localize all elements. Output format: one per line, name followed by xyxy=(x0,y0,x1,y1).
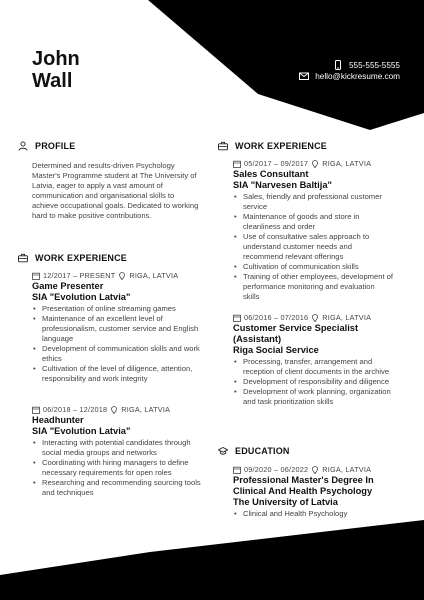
job-entry xyxy=(233,159,393,302)
last-name: Wall xyxy=(32,70,73,92)
education-school: The University of Latvia xyxy=(233,497,338,507)
person-icon xyxy=(18,141,28,151)
work-experience-heading-left xyxy=(18,253,127,263)
job-meta xyxy=(233,313,393,323)
email-icon xyxy=(299,71,309,81)
graduation-cap-icon xyxy=(218,446,228,456)
bullet-item: • Cultivation of the level of diligence, attention, responsibility and work integrity xyxy=(32,364,202,384)
education-meta xyxy=(233,465,393,475)
job-location: RIGA, LATVIA xyxy=(322,159,372,168)
job-role: Sales Consultant xyxy=(233,169,309,179)
work-experience-title-right: WORK EXPERIENCE xyxy=(235,141,328,151)
job-dates: 06/2016 – 07/2016 xyxy=(244,313,309,322)
location-pin-icon xyxy=(118,272,126,280)
calendar-icon xyxy=(233,314,241,322)
calendar-icon xyxy=(233,466,241,474)
job-company: SIA "Evolution Latvia" xyxy=(32,426,131,436)
bullet-item: • Clinical and Health Psychology xyxy=(233,509,393,519)
bullet-item: • Researching and recommending sourcing tools and techniques xyxy=(32,478,202,498)
profile-heading xyxy=(18,141,75,151)
education-dates: 09/2020 – 06/2022 xyxy=(244,465,309,474)
profile-title: PROFILE xyxy=(35,141,76,151)
job-company: Riga Social Service xyxy=(233,345,319,355)
job-bullets xyxy=(32,304,202,384)
phone-icon xyxy=(333,60,343,70)
job-company: SIA "Evolution Latvia" xyxy=(32,292,131,302)
education-entry xyxy=(233,465,393,519)
job-location: RIGA, LATVIA xyxy=(322,313,372,322)
job-entry xyxy=(233,313,393,407)
job-company: SIA "Narvesen Baltija" xyxy=(233,180,332,190)
bullet-item: • Cultivation of communication skills xyxy=(233,262,393,272)
work-experience-title-left: WORK EXPERIENCE xyxy=(35,253,128,263)
job-location: RIGA, LATVIA xyxy=(121,405,171,414)
education-title: EDUCATION xyxy=(235,446,290,456)
calendar-icon xyxy=(32,406,40,414)
bullet-item: • Interacting with potential candidates through social media groups and networks xyxy=(32,438,202,458)
email-contact xyxy=(299,71,400,81)
location-pin-icon xyxy=(110,406,118,414)
job-dates: 12/2017 – PRESENT xyxy=(43,271,116,280)
job-meta xyxy=(233,159,393,169)
job-entry xyxy=(32,271,202,384)
job-dates: 05/2017 – 09/2017 xyxy=(244,159,309,168)
bullet-item: • Development of communication skills and work ethics xyxy=(32,344,202,364)
bullet-item: • Coordinating with hiring managers to define necessary requirements for open roles xyxy=(32,458,202,478)
location-pin-icon xyxy=(311,466,319,474)
bullet-item: • Maintenance of an excellent level of professionalism, customer service and English language xyxy=(32,314,202,344)
location-pin-icon xyxy=(311,160,319,168)
bullet-item: • Processing, transfer, arrangement and reception of client documents in the archive xyxy=(233,357,393,377)
work-experience-heading-right xyxy=(218,141,327,151)
education-bullets xyxy=(233,509,393,519)
job-meta xyxy=(32,405,202,415)
education-location: RIGA, LATVIA xyxy=(322,465,372,474)
job-role: Game Presenter xyxy=(32,281,104,291)
bullet-item: • Development of responsibility and diligence xyxy=(233,377,393,387)
calendar-icon xyxy=(32,272,40,280)
job-role: Headhunter xyxy=(32,415,84,425)
job-bullets xyxy=(32,438,202,498)
bullet-item: • Development of work planning, organization and task prioritization skills xyxy=(233,387,393,407)
job-location: RIGA, LATVIA xyxy=(129,271,179,280)
phone-number: 555-555-5555 xyxy=(349,60,400,70)
job-role: Customer Service Specialist (Assistant) xyxy=(233,323,359,344)
bullet-item: • Use of consultative sales approach to understand customer needs and recommend relevant offerings xyxy=(233,232,393,262)
job-dates: 06/2018 – 12/2018 xyxy=(43,405,108,414)
job-entry xyxy=(32,405,202,498)
bullet-item: • Training of other employees, development of performance monitoring and evaluation skills xyxy=(233,272,393,302)
phone-contact xyxy=(333,60,400,70)
briefcase-icon xyxy=(18,253,28,263)
email-address[interactable]: hello@kickresume.com xyxy=(315,71,400,81)
job-meta xyxy=(32,271,202,281)
briefcase-icon xyxy=(218,141,228,151)
job-bullets xyxy=(233,192,393,302)
candidate-name xyxy=(32,48,80,92)
bullet-item: • Sales, friendly and professional customer service xyxy=(233,192,393,212)
education-heading xyxy=(218,446,290,456)
location-pin-icon xyxy=(311,314,319,322)
education-degree: Professional Master's Degree In Clinical And Health Psychology xyxy=(233,475,374,496)
bullet-item: • Maintenance of goods and store in cleanliness and order xyxy=(233,212,393,232)
footer-black-shape xyxy=(0,520,424,600)
first-name: John xyxy=(32,48,80,70)
calendar-icon xyxy=(233,160,241,168)
profile-text: Determined and results-driven Psychology Master's Programme student at The University of Latvia, eager to apply a vast amount of communication and organisational skills to achieve occupational goals. Dedicated to working hard to make positive contributions. xyxy=(32,161,199,220)
job-bullets xyxy=(233,357,393,407)
bullet-item: • Presentation of online streaming games xyxy=(32,304,202,314)
